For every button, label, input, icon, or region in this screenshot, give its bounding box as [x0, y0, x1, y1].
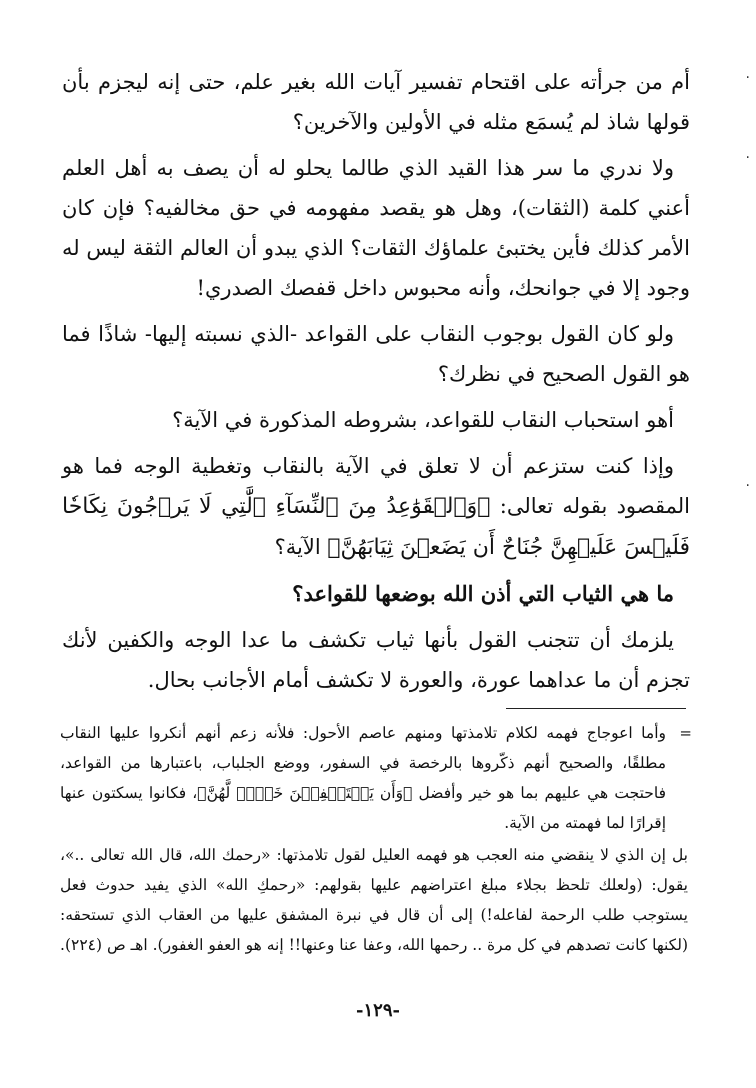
footnote-2: بل إن الذي لا ينقضي منه العجب هو فهمه العليل لقول تلامذتها: «رحمك الله، قال الله تعالى ..»، يقول: (ولعلك تلحظ بجلاء مبلغ اعتراضهم عليها بقولهم: «رحمكِ الله» الذي يفيد حدوث فعل يستوجب طلب الرحمة لفاعله!) إلى أن قال في نبرة المشفق عليها من العقاب الذي تستحقه: (لكنها كانت تصدهم في كل مرة .. رحمها الله، وعفا عنا وعنها!! إنه هو العفو الغفور). اهـ ص (٢٢٤).: [60, 846, 688, 954]
footnote-divider: [506, 708, 686, 709]
margin-dot-icon: ·: [745, 70, 750, 86]
paragraph-closing: يلزمك أن تتجنب القول بأنها ثياب تكشف ما عدا الوجه والكفين لأنك تجزم أن ما عداهما عورة، والعورة لا تكشف أمام الأجانب بحال.: [62, 628, 690, 692]
verse-intro: وإذا كنت ستزعم أن لا تعلق في الآية بالنقاب وتغطية الوجه فما هو المقصود بقوله تعالى:: [62, 454, 690, 518]
section-question: ما هي الثياب التي أذن الله بوضعها للقواعد؟: [292, 581, 674, 606]
verse-outro: الآية؟: [274, 535, 321, 559]
main-text: [62, 62, 690, 706]
margin-dot-icon: ·: [745, 150, 750, 166]
footnote-continuation-marker: =: [679, 724, 692, 742]
paragraph-2: ولا ندري ما سر هذا القيد الذي طالما يحلو له أن يصف به أهل العلم أعني كلمة (الثقات)، وهل هو يقصد مفهومه في حق مخالفيه؟ فإن كان الأمر كذلك فأين يختبئ علماؤك الثقات؟ الذي يبدو أن العالم الثقة ليس له وجود إلا في جوانحك، وأنه محبوس داخل قفصك الصدري!: [62, 156, 690, 300]
paragraph-verse: [62, 446, 690, 568]
footnote-1-text: وأما اعوجاج فهمه لكلام تلامذتها ومنهم عاصم الأحول: فلأنه زعم أنهم أنكروا عليها النقاب مطلقًا، والصحيح أنهم ذكّروها بالرخصة في السفور، ووضع الجلباب، باعتبارها من القواعد، فاحتجت هي عليهم بما هو خير وأفضل ﴿وَأَن يَسۡتَعۡفِفۡنَ خَيۡرٞ لَّهُنَّ﴾، فكانوا يسكتون عنها إقرارًا لما فهمته من الآية.: [60, 724, 666, 832]
margin-dot-icon: ·: [745, 478, 750, 494]
quran-verse: ﴿وَٱلۡقَوَٰعِدُ مِنَ ٱلنِّسَآءِ ٱلَّٰتِي لَا يَرۡجُونَ نِكَاحٗا فَلَيۡسَ عَلَيۡهِنَّ جُنَاحٌ أَن يَضَعۡنَ ثِيَابَهُنَّ﴾: [62, 494, 690, 560]
paragraph-3: ولو كان القول بوجوب النقاب على القواعد -الذي نسبته إليها- شاذًا فما هو القول الصحيح في نظرك؟: [62, 322, 690, 386]
page-number: -١٢٩-: [356, 1000, 400, 1021]
paragraph-1: أم من جرأته على اقتحام تفسير آيات الله بغير علم، حتى إنه ليجزم بأن قولها شاذ لم يُسمَع مثله في الأولين والآخرين؟: [62, 70, 690, 134]
footnote-1: [60, 718, 692, 838]
paragraph-4: أهو استحباب النقاب للقواعد، بشروطه المذكورة في الآية؟: [172, 408, 674, 432]
footnotes: [60, 718, 692, 960]
